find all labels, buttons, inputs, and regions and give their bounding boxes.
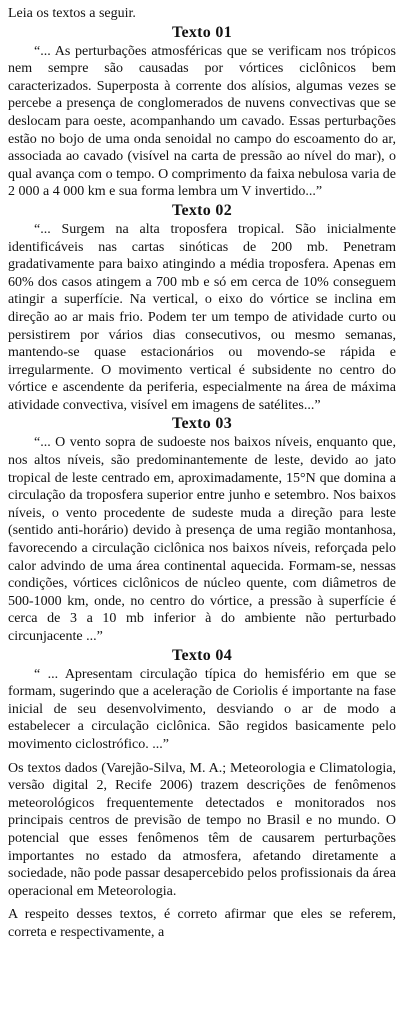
text-01-heading: Texto 01 xyxy=(171,23,233,41)
text-04-body: “ ... Apresentam circulação típica do hemisfério em que se formam, sugerindo que a aceleração de Coriolis é importante na fase inicial de seu desenvolvimento, desviando o ar de modo a estabelecer a circulação ciclônica. São regidos basicamente pelo movimento ciclostrófico. ...” xyxy=(8,666,396,752)
text-02-body: “... Surgem na alta troposfera tropical. São inicialmente identificáveis nas cartas sinóticas de 200 mb. Penetram gradativamente para baixo atingindo a média troposfera. Apenas em 60% dos casos atingem a 700 mb e só em cerca de 10% conseguem atingir a superfície. Na vertical, o eixo do vórtice se inclina em direção ao ar mais frio. Podem ter um tempo de atividade curto ou persistirem por vários dias consecutivos, ou mesmo semanas, mantendo-se quase estacionários ou movendo-se rápida e irregularmente. O movimento vertical é subsidente no centro do vórtice e ascendente da periferia, especialmente na área de máxima atividade convectiva, visível em imagens de satélites...” xyxy=(8,221,396,413)
question-stem: A respeito desses textos, é correto afirmar que eles se referem, correta e respectivamente, a xyxy=(8,907,396,940)
text-03-heading: Texto 03 xyxy=(171,415,233,433)
source-paragraph: Os textos dados (Varejão-Silva, M. A.; Meteorologia e Climatologia, versão digital 2, Recife 2006) trazem descrições de fenômenos meteorológicos frequentemente detectados e monitorados nos principais centros de previsão de tempo no Brasil e no mundo. O potencial que esses fenômenos têm de causarem perturbações importantes no estado da atmosfera, afetando diretamente a sociedade, não pode passar desapercebido pelos profissionais da área operacional em Meteorologia. xyxy=(8,760,396,899)
text-01-body: “... As perturbações atmosféricas que se verificam nos trópicos nem sempre são causadas por vórtices ciclônicos bem caracterizados. Superposta à corrente dos alísios, algumas vezes se percebe a presença de conglomerados de nuvens convectivas que se deslocam para oeste, acompanhando um cavado. Essas perturbações estão no bojo de uma onda senoidal no campo do escoamento do ar, associada ao cavado (visível na carta de pressão ao nível do mar), o qual avança com o tempo. O comprimento da faixa nebulosa varia de 2 000 a 4 000 km e sua forma lembra um V invertido...” xyxy=(8,43,396,200)
text-03-body: “... O vento sopra de sudoeste nos baixos níveis, enquanto que, nos altos níveis, são predominantemente de leste, devido ao jato tropical de leste centrado em, aproximadamente, 15°N que domina a circulação da troposfera superior entre junho e setembro. Nos baixos níveis, o vento procedente de sudeste muda a direção para leste (sentido anti-horário) devido à presença de uma região montanhosa, favorecendo a circulação ciclônica nos baixos níveis, reforçada pelo calor advindo de uma área continental aquecida. Formam-se, nessas condições, vórtices ciclônicos de núcleo quente, com diâmetros de 500-1000 km, onde, no centro do vórtice, a pressão à superfície é cerca de 3 a 10 mb inferior à do ambiente não perturbado circunjacente ...” xyxy=(8,435,396,644)
text-04-heading: Texto 04 xyxy=(171,646,233,664)
intro-line: Leia os textos a seguir. xyxy=(8,6,136,21)
text-02-heading: Texto 02 xyxy=(171,201,233,219)
